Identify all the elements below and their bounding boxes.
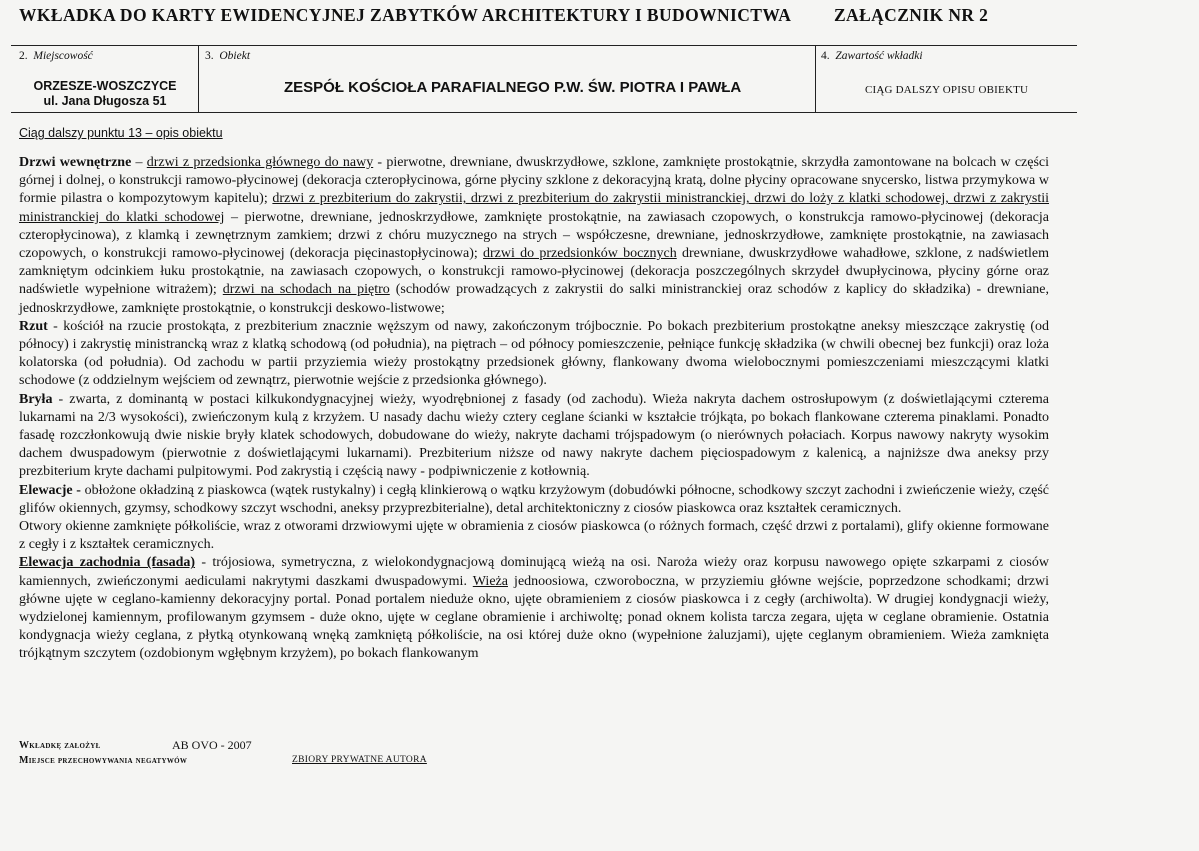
west-facade-underlined-1: Wieża [472,573,508,589]
inner-doors-text-1: – [131,155,147,170]
elevations-text: obłożone okładziną z piaskowca (wątek rustykalny) i cegłą klinkierową o wątku krzyżowym (dobudówki północne, schodkowy szczyt zachodni i zwieńczenie wieży, część glifów okiennych, gzymsy, schodkowy szczyt wschodni, aneksy przyprezbiterialne), detal architektoniczny z ciosów piaskowca oraz kształtek ceramicznych. [19,482,1050,516]
place-label-text: Miejscowość [33,50,93,62]
place-label-number: 2. [19,50,28,62]
place-town: ORZESZE-WOSZCZYCE [33,79,177,93]
object-label [205,50,250,62]
created-by-value: AB OVO - 2007 [172,738,252,752]
plan-paragraph [19,318,1049,391]
inner-doors-text-2: - pierwotne, drewniane, dwuskrzydłowe, szklone, zamknięte prostokątnie, skrzydła zamontowane na bolcach w części górnej i dolnej, o konstrukcji ramowo-płycinowej (dekoracja czteropłycinowa, górne płyciny szklone z dekoracyjną kratą, dolne płyciny opracowane snycersko, listwa przymykowa w formie pilastra o kompozytowym kapitelu); [19,155,1050,207]
table-top-border [11,45,1077,46]
object-label-text: Obiekt [219,50,251,62]
created-by-label: Wkładkę założył [19,740,101,751]
inner-doors-paragraph [19,154,1049,318]
table-divider-2 [815,46,816,112]
attachment-number: ZAŁĄCZNIK NR 2 [833,5,989,25]
contents-label [821,50,923,62]
mass-paragraph [19,391,1049,482]
object-value: ZESPÓŁ KOŚCIOŁA PARAFIALNEGO P.W. ŚW. PIOTRA I PAWŁA [284,79,742,96]
west-facade-heading: Elewacja zachodnia (fasada) [19,555,196,571]
table-divider-1 [198,46,199,112]
west-facade-text-1: - trójosiowa, symetryczna, z wielokondygnacjową dominującą wieżą na osi. Naroża wieży oraz korpusu nawowego opięte szkarpami z ciosów kamiennych, zwieńczonymi aediculami nakrytymi daszkami dwuspadowymi. [19,555,1049,589]
object-label-number: 3. [205,50,214,62]
inner-doors-underlined-2: drzwi z prezbiterium do zakrystii, drzwi z prezbiterium do zakrystii ministranckiej, drzwi do loży z klatki schodowej, drzwi z zakrystii ministranckiej do klatki schodowej [19,191,1050,225]
inner-doors-text-4: drewniane, dwuskrzydłowe wahadłowe, szklone, z nadświetlem zamkniętym odcinkiem łuku prostokątnie, na zawiasach czopowych, o konstrukcji ramowo-płycinowej (dekoracja poszczególnych skrzydeł dwupłycinowa, płyciny górne oraz nadświetle wypełnione witrażem); [19,246,1049,298]
plan-text: - kościół na rzucie prostokąta, z prezbiterium znacznie węższym od nawy, zakończonym trójbocznie. Po bokach prezbiterium prostokątne aneksy mieszczące zakrystię (od północy) i zakrystię ministrancką wraz z klatką schodową (od południa), na piętrach – od północy pomieszczenie, pełniące funkcję składzika (w chwili obecnej bez funkcji) oraz loża kolatorska (od południa). Od zachodu w partii przyziemia wieży prostokątny przedsionek główny, flankowany dwoma wielobocznymi pomieszczeniami mieszczącymi klatki schodowe (z oddzielnym wejściem od zewnątrz, pierwotnie wejście z przedsionka głównego). [19,318,1049,389]
inner-doors-underlined-3: drzwi do przedsionków bocznych [483,246,677,262]
west-facade-paragraph [19,554,1049,663]
contents-label-number: 4. [821,50,830,62]
elevations-paragraph [19,482,1049,518]
openings-paragraph: Otwory okienne zamknięte półkoliście, wraz z otworami drzwiowymi ujęte w obramienia z ciosów piaskowca (o różnych formach, część drzwi z portalami), glify okienne formowane z cegły i z kształtek ceramicznych. [19,519,1049,553]
place-label [19,50,93,62]
inner-doors-heading: Drzwi wewnętrzne [19,155,132,170]
table-bottom-border [11,112,1077,113]
mass-heading: Bryła [19,391,53,407]
inner-doors-underlined-4: drzwi na schodach na piętro [222,282,390,298]
negatives-location-value: ZBIORY PRYWATNE AUTORA [292,755,427,765]
elevations-heading: Elewacje - [19,482,81,498]
object-description [19,154,1049,664]
plan-heading: Rzut [19,318,48,334]
inner-doors-underlined-1: drzwi z przedsionka głównego do nawy [146,155,374,170]
place-value [20,79,190,109]
continuation-heading: Ciąg dalszy punktu 13 – opis obiektu [19,126,223,140]
mass-text: - zwarta, z dominantą w postaci kilkukondygnacyjnej wieży, wyodrębnionej z fasady (od zachodu). Wieża nakryta dachem ostrosłupowym (z doświetlającymi czterema lukarnami na 2/3 wysokości), zwieńczonym kulą z krzyżem. U nasady dachu wieży cztery ceglane ścianki w kształcie trójkąta, po bokach flankowane czterema pinaklami. Ponadto fasadę rozczłonkowują dwie niskie bryły klatek schodowych, dobudowane do wieży, nakryte dachami trójspadowym (o nierównych połaciach. Korpus nawowy nakryty wysokim dachem dwuspadowym (pierwotnie z doświetlającymi lukarnami). Prezbiterium niższe od nawy nakryte dachem pięciospadowym z kalenicą, a najniższe dwa aneksy przy prezbiterium kryte dachami pulpitowymi. Pod zakrystią i częścią nawy - podpiwniczenie z kotłownią. [19,391,1049,480]
inner-doors-text-5: (schodów prowadzących z zakrystii do salki ministranckiej oraz schodów z kaplicy do składzika) - drewniane, jednoskrzydłowe, zamknięte prostokątnie, o konstrukcji deskowo-listwowe; [19,282,1049,316]
negatives-location-label: Miejsce przechowywania negatywów [19,755,188,766]
place-street: ul. Jana Długosza 51 [43,94,167,108]
contents-label-text: Zawartość wkładki [835,50,923,62]
inner-doors-text-3: – pierwotne, drewniane, jednoskrzydłowe, zamknięte prostokątnie, na zawiasach czopowych, o konstrukcja ramowo-płycinowej (dekoracja czteropłycinowa), z klamką i zewnętrznym zamkiem; drzwi z chóru muzycznego na strych – współczesne, drewniane, jednoskrzydłowe, zamknięte prostokątnie, na zawiasach czopowych, o konstrukcji ramowo-płycinowej (dekoracja pięcinastopłycinowa); [19,209,1049,262]
contents-value: CIĄG DALSZY OPISU OBIEKTU [865,84,1029,96]
document-title-text: WKŁADKA DO KARTY EWIDENCYJNEJ ZABYTKÓW ARCHITEKTURY I BUDOWNICTWA [19,5,791,25]
document-title [19,5,988,26]
west-facade-text-2: jednoosiowa, czworoboczna, w przyziemiu główne wejście, poprzedzone schodkami; drzwi główne ujęte w ceglano-kamienny dekoracyjny portal. Ponad portalem nieduże okno, ujęte obramieniem z ciosów piaskowca i z cegły (archiwolta). W drugiej kondygnacji wieży, wydzielonej kamiennym, profilowanym gzymsem - duże okno, ujęte w ceglane obramienie i archiwoltę; ponad oknem kolista tarcza zegara, ujęta w ceglane obramienie. Ostatnia kondygnacja wieży ceglana, z płytką otynkowaną wnęką zamkniętą półkoliście, na osi której duże okno (wypełnione żaluzjami), ujęte ceglanym obramieniem. Wieża zamknięta trójkątnym szczytem (ozdobionym wgłębnym krzyżem), po bokach flankowanym [19,573,1050,662]
